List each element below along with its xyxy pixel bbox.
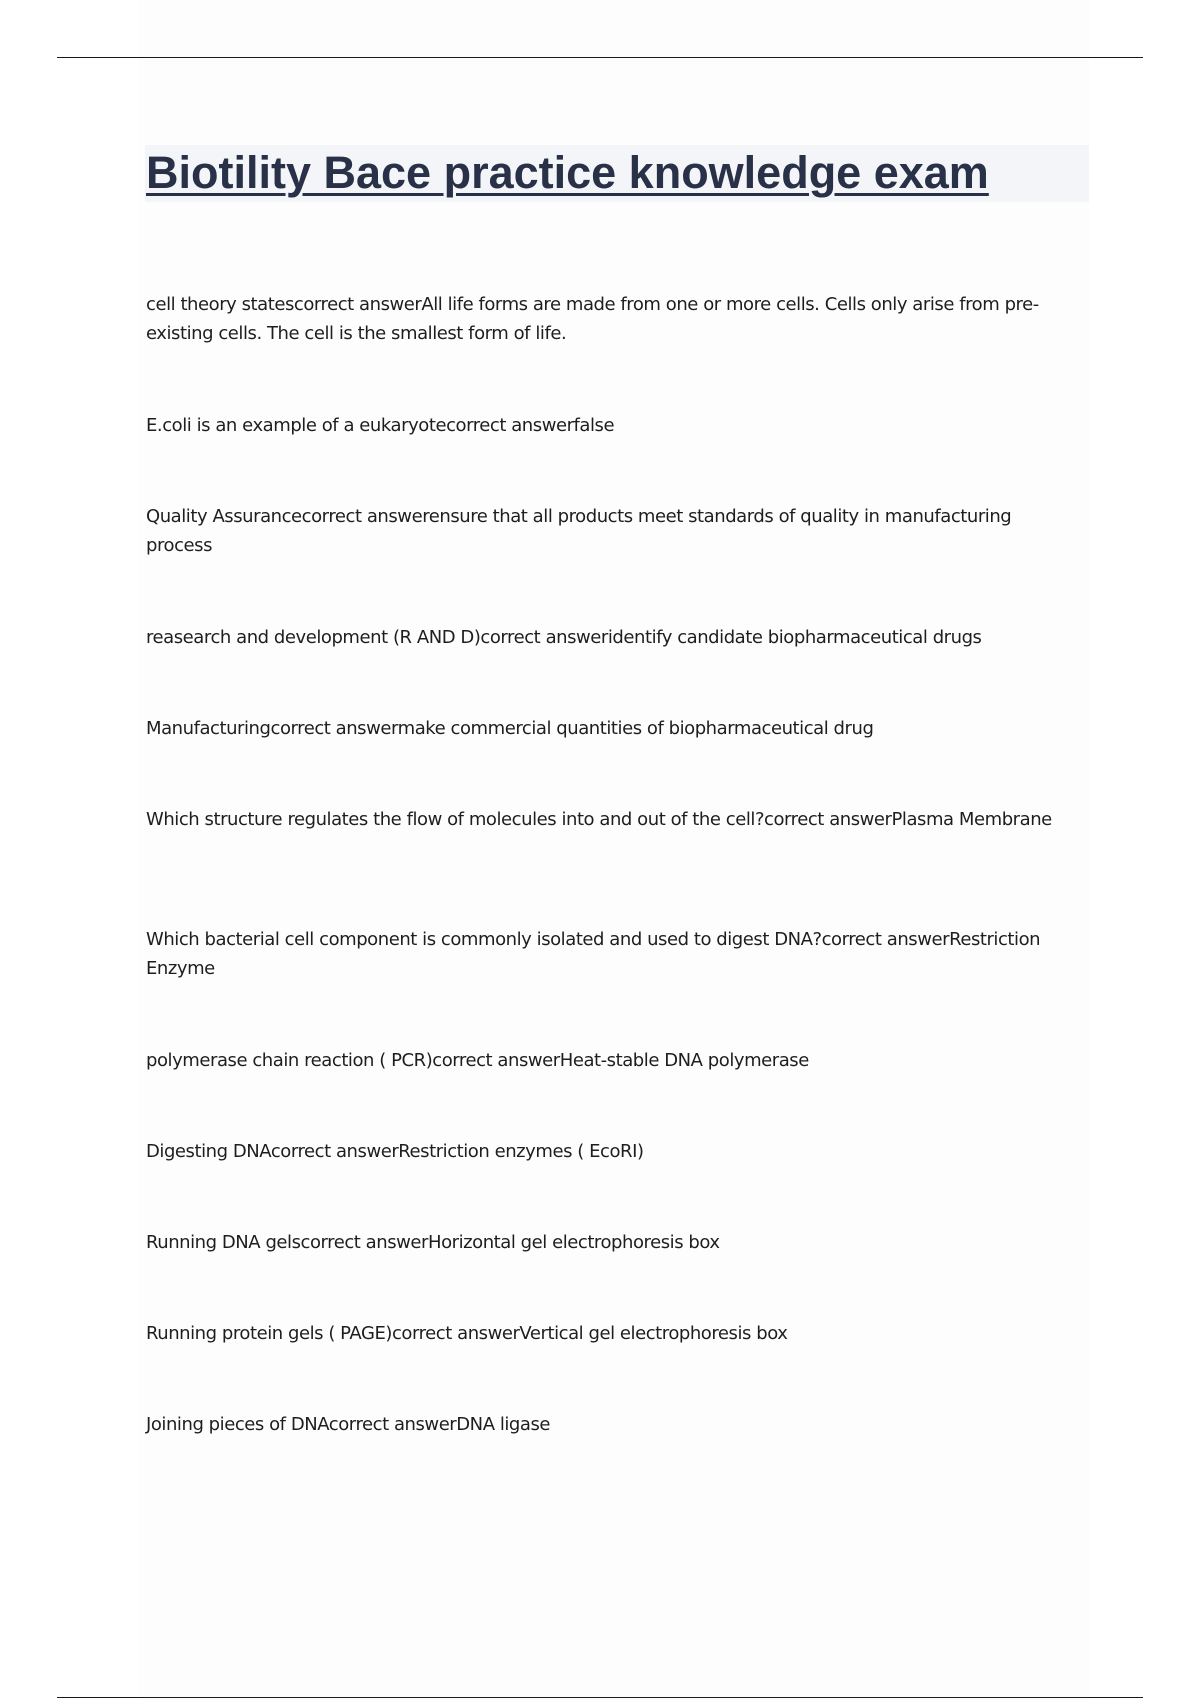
qa-item-plasma-membrane: Which structure regulates the flow of molecules into and out of the cell?correct answerPlasma Membrane bbox=[146, 809, 1052, 830]
document-title: Biotility Bace practice knowledge exam bbox=[146, 147, 989, 198]
qa-item-pcr: polymerase chain reaction ( PCR)correct answerHeat-stable DNA polymerase bbox=[146, 1050, 809, 1071]
qa-item-research-development: reasearch and development (R AND D)correct answeridentify candidate biopharmaceutical drugs bbox=[146, 627, 982, 648]
qa-item-restriction-enzyme: Which bacterial cell component is commonly isolated and used to digest DNA?correct answerRestriction Enzyme bbox=[146, 929, 1041, 979]
qa-item-manufacturing: Manufacturingcorrect answermake commercial quantities of biopharmaceutical drug bbox=[146, 718, 874, 739]
qa-item-protein-gels: Running protein gels ( PAGE)correct answerVertical gel electrophoresis box bbox=[146, 1323, 788, 1344]
qa-item-cell-theory: cell theory statescorrect answerAll life forms are made from one or more cells. Cells only arise from pre-existing cells. The cell is the smallest form of life. bbox=[146, 294, 1039, 344]
header-rule bbox=[57, 57, 1143, 58]
qa-item-ecoli: E.coli is an example of a eukaryotecorrect answerfalse bbox=[146, 415, 615, 436]
qa-item-dna-gels: Running DNA gelscorrect answerHorizontal gel electrophoresis box bbox=[146, 1232, 720, 1253]
qa-item-quality-assurance: Quality Assurancecorrect answerensure that all products meet standards of quality in manufacturing process bbox=[146, 506, 1012, 556]
page-content-area bbox=[139, 0, 1089, 1700]
qa-item-dna-ligase: Joining pieces of DNAcorrect answerDNA ligase bbox=[146, 1414, 551, 1435]
footer-rule bbox=[57, 1697, 1143, 1698]
qa-item-digesting-dna: Digesting DNAcorrect answerRestriction enzymes ( EcoRI) bbox=[146, 1141, 644, 1162]
